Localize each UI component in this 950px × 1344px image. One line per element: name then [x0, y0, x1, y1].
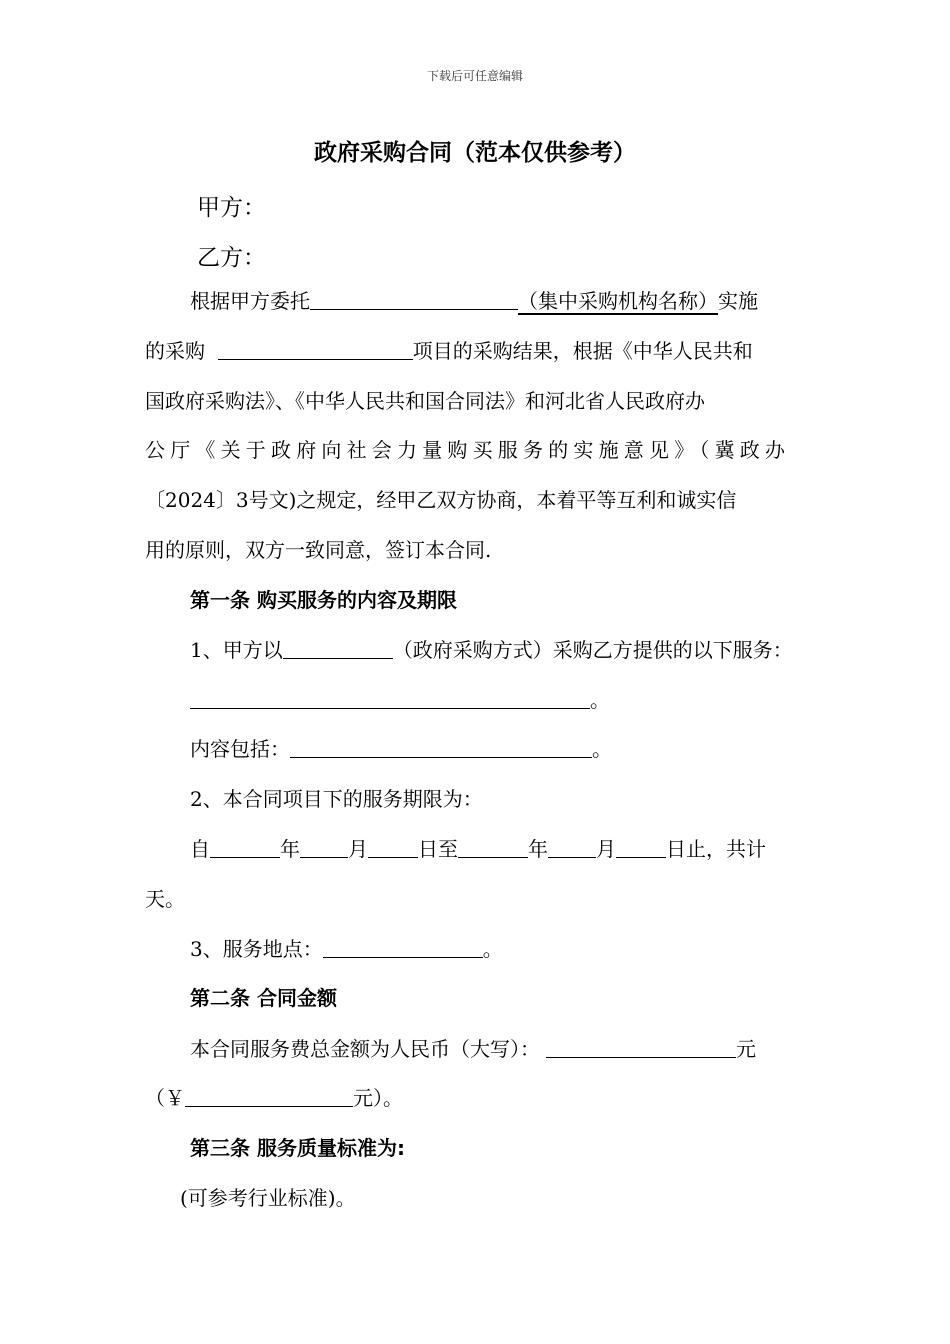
period-days: 天。 — [145, 887, 185, 911]
item-text: 3、服务地点： — [190, 937, 323, 961]
start-day-blank[interactable] — [368, 837, 418, 858]
amount-text: 本合同服务费总金额为人民币（大写）： — [190, 1037, 540, 1061]
item-text: 。 — [482, 937, 503, 961]
preamble-line-2 — [145, 338, 753, 364]
end-day-blank[interactable] — [616, 837, 666, 858]
agency-name-placeholder: （集中采购机构名称） — [518, 289, 718, 313]
amount-text: （￥ — [145, 1086, 185, 1110]
preamble-line-4 — [145, 437, 807, 463]
content-label: 内容包括： — [190, 737, 290, 761]
preamble-text: 根据甲方委托 — [190, 289, 310, 313]
end-month-blank[interactable] — [548, 837, 596, 858]
header-note: 下载后可任意编辑 — [426, 69, 523, 83]
party-b-label: 乙方： — [197, 245, 266, 271]
article-2-heading: 第二条 合同金额 — [190, 986, 337, 1010]
article-1-item-1 — [190, 637, 793, 663]
service-line — [190, 687, 610, 713]
amount-line-1 — [190, 1036, 756, 1062]
period-text: 年 — [528, 837, 548, 861]
preamble-text: 的采购 — [145, 339, 205, 363]
amount-uppercase-blank[interactable] — [546, 1037, 736, 1058]
period-text: 年 — [280, 837, 300, 861]
preamble-line-5: 〔2024〕3号文)之规定，经甲乙双方协商，本着平等互利和诚实信 — [145, 488, 737, 512]
period-text: 日至 — [418, 837, 458, 861]
preamble-text: 项目的采购结果，根据《中华人民共和 — [412, 339, 753, 363]
item-text: （政府采购方式）采购乙方提供的以下服务： — [392, 638, 793, 662]
start-month-blank[interactable] — [300, 837, 348, 858]
end-year-blank[interactable] — [458, 837, 528, 858]
service-period-line — [190, 836, 766, 862]
service-location-blank[interactable] — [323, 937, 483, 958]
start-year-blank[interactable] — [210, 837, 280, 858]
preamble-line-1 — [190, 288, 758, 314]
amount-text: 元 — [736, 1037, 756, 1061]
item-text: 。 — [590, 688, 610, 712]
period-text: 日止，共计 — [666, 837, 766, 861]
period-text: 自 — [190, 837, 210, 861]
amount-figure-blank[interactable] — [185, 1086, 353, 1107]
preamble-text: 实施 — [718, 289, 758, 313]
amount-text: 元）。 — [353, 1086, 403, 1110]
service-blank[interactable] — [190, 688, 590, 709]
agency-blank[interactable] — [310, 289, 518, 310]
preamble-line-3: 国政府采购法》、《中华人民共和国合同法》和河北省人民政府办 — [145, 389, 705, 413]
quality-standard-note: (可参考行业标准)。 — [180, 1186, 356, 1210]
content-line — [190, 736, 612, 762]
project-blank[interactable] — [218, 339, 413, 360]
page-title: 政府采购合同（范本仅供参考） — [314, 140, 636, 166]
article-1-item-3 — [190, 936, 503, 962]
amount-line-2 — [145, 1085, 403, 1111]
item-text: 1、甲方以 — [190, 638, 283, 662]
preamble-text: 公厅《关于政府向社会力量购买服务的实施意见》（冀政办 — [145, 438, 791, 462]
article-1-item-2: 2、本合同项目下的服务期限为： — [190, 787, 483, 811]
preamble-line-6: 用的原则，双方一致同意，签订本合同. — [145, 538, 492, 562]
procurement-method-blank[interactable] — [283, 638, 393, 659]
content-blank[interactable] — [290, 737, 592, 758]
period-text: 月 — [596, 837, 616, 861]
article-1-heading: 第一条 购买服务的内容及期限 — [190, 588, 457, 612]
article-3-heading: 第三条 服务质量标准为: — [190, 1136, 405, 1160]
item-text: 。 — [592, 737, 612, 761]
party-a-label: 甲方： — [197, 195, 266, 221]
period-text: 月 — [348, 837, 368, 861]
